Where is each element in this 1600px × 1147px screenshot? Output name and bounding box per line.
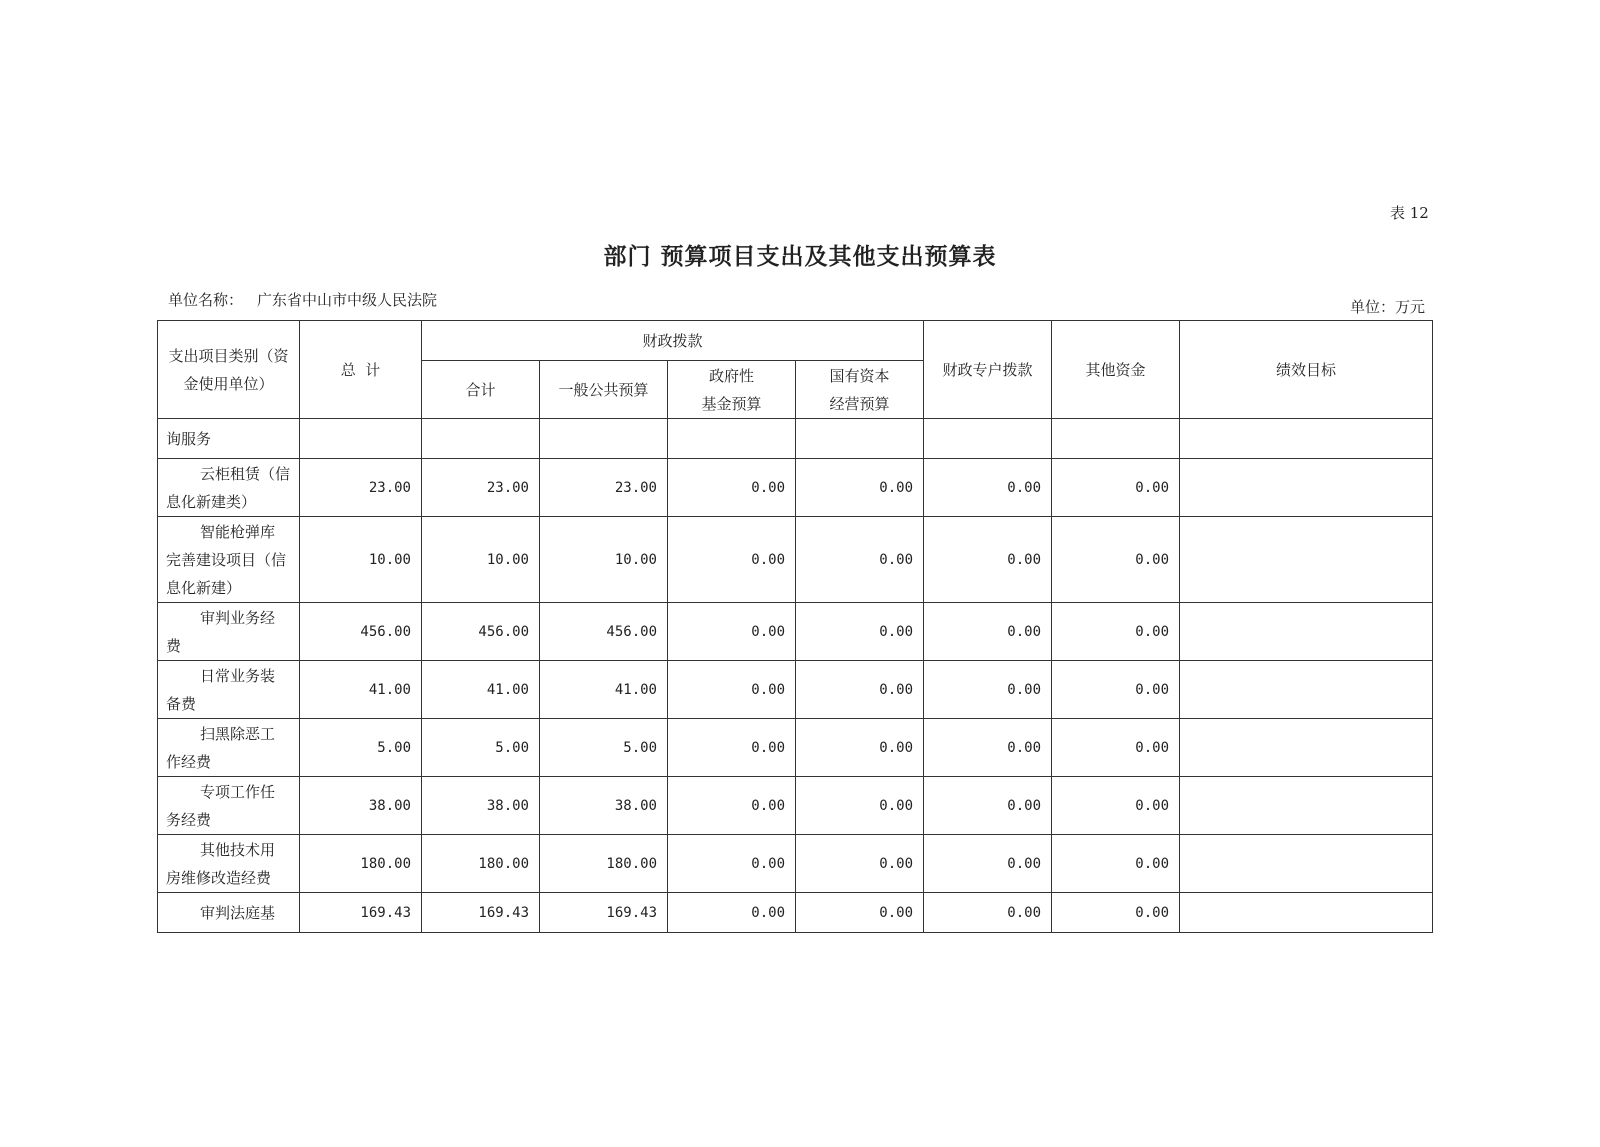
cell-other-funds: 0.00 [1052,719,1180,777]
page-title: 部门 预算项目支出及其他支出预算表 [603,243,997,270]
row-category-line: 审判法庭基 [200,903,276,922]
table-row [158,835,1433,893]
cell-total: 38.00 [300,777,422,835]
table-row [158,419,1433,459]
row-category [158,517,300,603]
col-header-category-line: 支出项目类别（资 [168,346,289,365]
table-row [158,719,1433,777]
col-header-special-fiscal: 财政专户拨款 [924,321,1052,419]
cell-special-fiscal: 0.00 [924,459,1052,517]
cell-subtotal: 23.00 [422,459,540,517]
cell-other-funds: 0.00 [1052,893,1180,933]
table-number: 表 12 [1390,204,1429,222]
cell-state-capital: 0.00 [796,777,924,835]
col-header-gov-fund-line: 基金预算 [701,394,762,413]
row-category-line: 云柜租赁（信 [200,464,291,483]
cell-gov-fund [668,419,796,459]
cell-subtotal: 38.00 [422,777,540,835]
col-header-category [158,321,300,419]
cell-general-budget [540,419,668,459]
table-row [158,893,1433,933]
col-header-state-capital [796,361,924,419]
row-category-line: 智能枪弹库 [200,522,276,541]
row-category-line: 息化新建） [166,578,242,597]
cell-performance [1180,719,1433,777]
cell-special-fiscal: 0.00 [924,835,1052,893]
cell-special-fiscal: 0.00 [924,719,1052,777]
row-category [158,777,300,835]
cell-performance [1180,459,1433,517]
unit-name-label: 单位名称： [168,291,244,309]
row-category-line: 息化新建类） [166,492,257,511]
cell-special-fiscal: 0.00 [924,893,1052,933]
cell-other-funds [1052,419,1180,459]
col-header-state-capital-line: 国有资本 [829,366,890,385]
cell-state-capital [796,419,924,459]
cell-general-budget: 180.00 [540,835,668,893]
cell-gov-fund: 0.00 [668,835,796,893]
cell-general-budget: 5.00 [540,719,668,777]
cell-other-funds: 0.00 [1052,603,1180,661]
cell-subtotal [422,419,540,459]
row-category [158,661,300,719]
cell-general-budget: 10.00 [540,517,668,603]
cell-subtotal: 180.00 [422,835,540,893]
cell-general-budget: 38.00 [540,777,668,835]
cell-performance [1180,835,1433,893]
row-category [158,419,300,459]
row-category-line: 完善建设项目（信 [166,550,287,569]
cell-state-capital: 0.00 [796,603,924,661]
cell-subtotal: 169.43 [422,893,540,933]
cell-state-capital: 0.00 [796,517,924,603]
row-category-line: 审判业务经 [200,608,276,627]
cell-gov-fund: 0.00 [668,777,796,835]
cell-special-fiscal [924,419,1052,459]
row-category [158,459,300,517]
table-row [158,603,1433,661]
cell-gov-fund: 0.00 [668,459,796,517]
unit-name [168,289,437,310]
row-category-line: 询服务 [166,429,212,448]
cell-gov-fund: 0.00 [668,719,796,777]
row-category-line: 日常业务装 [200,666,276,685]
cell-special-fiscal: 0.00 [924,661,1052,719]
cell-other-funds: 0.00 [1052,459,1180,517]
cell-other-funds: 0.00 [1052,661,1180,719]
cell-subtotal: 41.00 [422,661,540,719]
cell-other-funds: 0.00 [1052,835,1180,893]
col-header-state-capital-line: 经营预算 [829,394,890,413]
cell-subtotal: 10.00 [422,517,540,603]
cell-gov-fund: 0.00 [668,661,796,719]
cell-state-capital: 0.00 [796,719,924,777]
money-unit: 单位：万元 [1350,298,1426,316]
cell-total: 169.43 [300,893,422,933]
row-category [158,603,300,661]
row-category-line: 其他技术用 [200,840,276,859]
col-header-general-budget: 一般公共预算 [540,361,668,419]
cell-subtotal: 5.00 [422,719,540,777]
row-category-line: 备费 [166,694,197,713]
cell-performance [1180,419,1433,459]
table-row [158,517,1433,603]
cell-special-fiscal: 0.00 [924,517,1052,603]
row-category [158,835,300,893]
row-category-line: 房维修改造经费 [166,868,272,887]
cell-state-capital: 0.00 [796,893,924,933]
cell-total [300,419,422,459]
cell-total: 23.00 [300,459,422,517]
cell-performance [1180,777,1433,835]
cell-general-budget: 456.00 [540,603,668,661]
table-row [158,777,1433,835]
cell-total: 5.00 [300,719,422,777]
cell-performance [1180,893,1433,933]
cell-total: 180.00 [300,835,422,893]
cell-total: 10.00 [300,517,422,603]
col-header-performance: 绩效目标 [1180,321,1433,419]
col-header-total: 总 计 [300,321,422,419]
cell-special-fiscal: 0.00 [924,777,1052,835]
table-row [158,661,1433,719]
cell-gov-fund: 0.00 [668,893,796,933]
cell-state-capital: 0.00 [796,459,924,517]
cell-subtotal: 456.00 [422,603,540,661]
cell-state-capital: 0.00 [796,835,924,893]
cell-gov-fund: 0.00 [668,517,796,603]
row-category-line: 专项工作任 [200,782,276,801]
cell-general-budget: 23.00 [540,459,668,517]
unit-name-value: 广东省中山市中级人民法院 [257,291,438,309]
row-category [158,719,300,777]
col-header-other-funds: 其他资金 [1052,321,1180,419]
cell-performance [1180,661,1433,719]
table-row [158,459,1433,517]
col-header-category-line: 金使用单位） [183,374,274,393]
row-category-line: 作经费 [166,752,212,771]
cell-general-budget: 169.43 [540,893,668,933]
cell-special-fiscal: 0.00 [924,603,1052,661]
cell-other-funds: 0.00 [1052,777,1180,835]
cell-state-capital: 0.00 [796,661,924,719]
cell-total: 41.00 [300,661,422,719]
cell-total: 456.00 [300,603,422,661]
cell-general-budget: 41.00 [540,661,668,719]
col-header-subtotal: 合计 [422,361,540,419]
row-category [158,893,300,933]
row-category-line: 费 [166,636,182,655]
cell-performance [1180,603,1433,661]
cell-other-funds: 0.00 [1052,517,1180,603]
row-category-line: 务经费 [166,810,212,829]
budget-table [157,320,1433,933]
cell-gov-fund: 0.00 [668,603,796,661]
col-header-gov-fund [668,361,796,419]
row-category-line: 扫黑除恶工 [200,724,276,743]
col-header-fiscal-group: 财政拨款 [422,321,924,361]
col-header-gov-fund-line: 政府性 [708,366,754,385]
cell-performance [1180,517,1433,603]
